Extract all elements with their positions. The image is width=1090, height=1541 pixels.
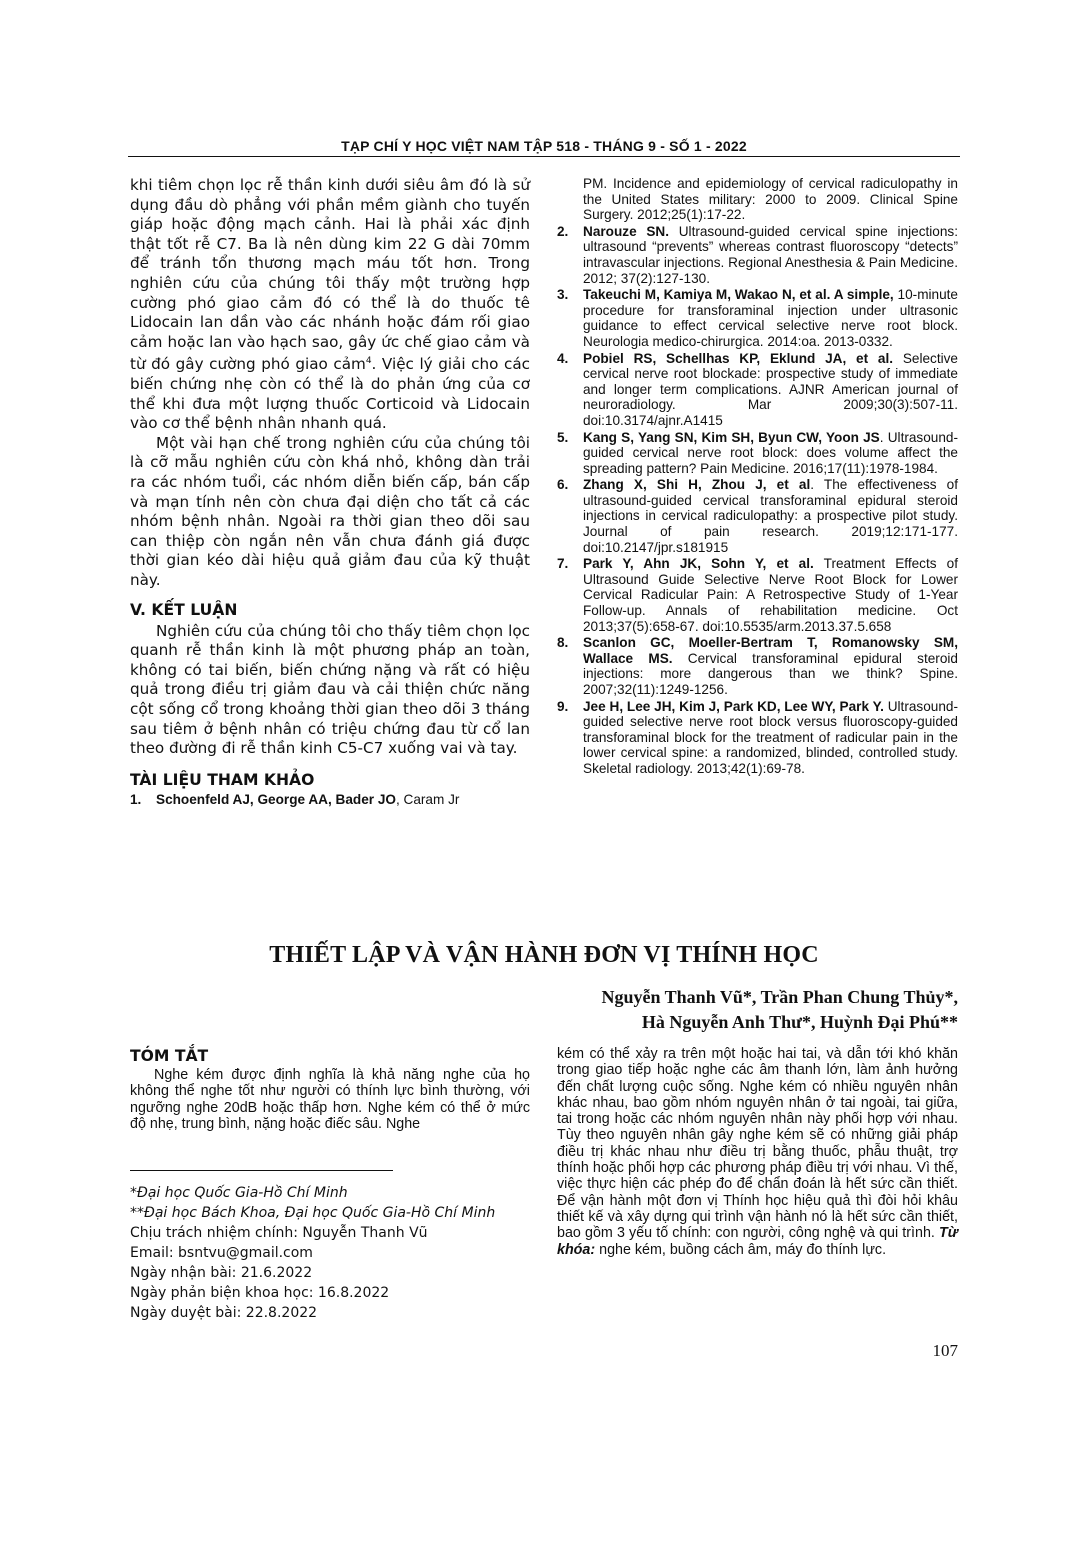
article-authors <box>258 985 958 1035</box>
reference-item <box>557 635 958 697</box>
footnote-divider <box>130 1170 393 1171</box>
keywords-label: Từ khóa: <box>557 1225 958 1258</box>
reference-authors: Jee H, Lee JH, Kim J, Park KD, Lee WY, Park Y. <box>583 698 884 714</box>
reference-number: 9. <box>557 698 569 714</box>
abstract-right <box>557 1046 958 1258</box>
right-column <box>557 176 958 778</box>
article-title: THIẾT LẬP VÀ VẬN HÀNH ĐƠN VỊ THÍNH HỌC <box>269 942 819 968</box>
reference-1-text-start: , Caram Jr <box>395 791 460 807</box>
conclusion-heading: V. KẾT LUẬN <box>130 600 238 619</box>
reference-item <box>557 477 958 555</box>
reference-text: Cervical transforaminal epidural steroid injections: more dangerous than we think? Spine. 2007;32(11):1249-1256. <box>583 650 958 697</box>
review-date: Ngày phản biện khoa học: 16.8.2022 <box>130 1285 390 1301</box>
reference-item <box>557 224 958 286</box>
responsible-author: Chịu trách nhiệm chính: Nguyễn Thanh Vũ <box>130 1225 428 1241</box>
reference-1-number: 1. <box>130 791 142 807</box>
reference-text: Treatment Effects of Ultrasound Guide Selective Nerve Root Block for Lower Cervical Radicular Pain: A Retrospective Study of 1-Year Follow-up. Annals of rehabilitation medicine. Oct 2013;37(5):658-67. doi:10.5535/arm.2013.37.5.658 <box>583 556 958 634</box>
header-divider <box>128 156 960 157</box>
accepted-date: Ngày duyệt bài: 22.8.2022 <box>130 1305 318 1321</box>
left-column <box>130 176 530 807</box>
keywords-text: nghe kém, buồng cách âm, máy đo thính lực. <box>595 1241 887 1258</box>
authors-line-2: Hà Nguyễn Anh Thư*, Huỳnh Đại Phú** <box>641 1012 958 1032</box>
reference-number: 2. <box>557 223 569 239</box>
reference-authors: Narouze SN. <box>583 223 670 239</box>
reference-text: Ultrasound-guided selective nerve root block versus fluoroscopy-guided transforaminal block for the treatment of radicular pain in the lower cervical spine: a randomized, blinded, controlled study. Skeletal radiology. 2013;42(1):69-78. <box>583 698 958 776</box>
reference-item <box>557 556 958 634</box>
reference-item <box>557 699 958 777</box>
reference-authors: Pobiel RS, Schellhas KP, Eklund JA, et al. <box>583 350 894 366</box>
reference-number: 8. <box>557 635 569 651</box>
abstract-left <box>130 1047 530 1132</box>
affiliation-1: *Đại học Quốc Gia-Hồ Chí Minh <box>130 1185 348 1201</box>
reference-text: 10-minute procedure for transforaminal injection under ultrasonic guidance to effect cervical selective nerve root block. Neurologia medico-chirurgica. 2014:oa. 2013-0332. <box>583 287 958 349</box>
reference-item <box>557 351 958 429</box>
reference-text: Ultrasound-guided cervical spine injections: ultrasound “prevents” whereas contrast fluoroscopy “detects” intravascular injections. Regional Anesthesia & Pain Medicine. 2012; 37(2):127-130. <box>583 223 958 286</box>
discussion-paragraph-1-tail: . Việc lý giải cho các biến chứng nhẹ còn có thể là do phản ứng của cơ thể khi đưa một lượng thuốc Corticoid và Lidocain vào cơ thể bệnh nhân nhanh quá. <box>130 355 531 433</box>
discussion-paragraph-1-text: khi tiêm chọn lọc rễ thần kinh dưới siêu âm đó là sử dụng đầu dò phẳng với phần mềm giành cho tuyến giáp hoặc động mạch cảnh. Hai là phải xác định thật tốt rễ C7. Ba là nên dùng kim 22 G dài 70mm để tránh tổn thương mạch máu tốt hơn. Trong nghiên cứu của chúng tôi thấy một trường hợp cường phó giao cảm đó có thể là do thuốc tê Lidocain lan dần vào các nhánh hoặc đám rối giao cảm hoặc lan vào hạch sao, gây ức chế giao cảm và từ đó gây cường phó giao cảm <box>130 176 530 374</box>
reference-1-continued: PM. Incidence and epidemiology of cervical radiculopathy in the United States military: 2000 to 2009. Clinical Spine Surgery. 2012;25(1):17-22. <box>583 176 958 223</box>
reference-text: Selective cervical nerve root blockade: prospective study of immediate and longer term complications. AJNR American journal of neuroradiology. Mar 2009;30(3):507-11. doi:10.3174/ajnr.A1415 <box>583 350 958 428</box>
reference-authors: Kang S, Yang SN, Kim SH, Byun CW, Yoon JS <box>583 429 880 445</box>
reference-number: 6. <box>557 477 569 493</box>
citation-superscript: 4 <box>365 356 372 367</box>
reference-number: 4. <box>557 350 569 366</box>
reference-list <box>557 224 958 777</box>
running-header: TẠP CHÍ Y HỌC VIỆT NAM TẬP 518 - THÁNG 9 - SỐ 1 - 2022 <box>341 138 747 154</box>
page-number: 107 <box>932 1341 958 1360</box>
conclusion-paragraph: Nghiên cứu của chúng tôi cho thấy tiêm chọn lọc quanh rễ thần kinh là một phương pháp an toàn, không có tai biến, biến chứng nặng và rất có hiệu quả trong điều trị giảm đau và cải thiện chức năng cột sống cổ trong khoảng thời gian theo dõi 3 tháng sau tiêm ở bệnh nhân có triệu chứng đau từ cổ lan theo đường đi rễ thần kinh C5-C7 xuống vai và tay. <box>130 621 530 758</box>
abstract-text-right <box>557 1046 958 1258</box>
abstract-heading: TÓM TẮT <box>130 1047 209 1065</box>
abstract-text-left: Nghe kém được định nghĩa là khả năng nghe của họ không thể nghe tốt như người có thính lực bình thường, với ngưỡng nghe 20dB hoặc thấp hơn. Nghe kém có thể ở mức độ nhẹ, trung bình, nặng hoặc điếc sâu. Nghe <box>130 1067 530 1132</box>
authors-line-1: Nguyễn Thanh Vũ*, Trần Phan Chung Thủy*, <box>601 987 958 1007</box>
reference-authors: Park Y, Ahn JK, Sohn Y, et al. <box>583 556 814 572</box>
reference-1-authors: Schoenfeld AJ, George AA, Bader JO <box>156 791 396 807</box>
reference-authors: Zhang X, Shi H, Zhou J, et al <box>583 477 811 493</box>
reference-number: 7. <box>557 556 569 572</box>
received-date: Ngày nhận bài: 21.6.2022 <box>130 1265 313 1281</box>
reference-text: . The effectiveness of ultrasound-guided cervical transforaminal epidural steroid injections in cervical radiculopathy: a prospective pilot study. Journal of pain research. 2019;12:171-177. doi:10.2147/jpr.s181915 <box>583 477 959 555</box>
reference-authors: Takeuchi M, Kamiya M, Wakao N, et al. A simple, <box>583 287 894 303</box>
reference-authors: Scanlon GC, Moeller-Bertram T, Romanowsky SM, Wallace MS. <box>583 635 958 666</box>
references-heading: TÀI LIỆU THAM KHẢO <box>130 770 315 789</box>
reference-item <box>557 430 958 477</box>
reference-item <box>557 287 958 349</box>
discussion-paragraph-2: Một vài hạn chế trong nghiên cứu của chúng tôi là cỡ mẫu nghiên cứu còn khá nhỏ, không dàn trải ra các nhóm tuổi, các nhóm diễn biến cấp, bán cấp và mạn tính nên còn chưa đại diện cho tất cả các nhóm bệnh nhân. Ngoài ra thời gian theo dõi sau can thiệp còn ngắn nên vẫn chưa đánh giá được thời gian kéo dài hiệu quả giảm đau của kỹ thuật này. <box>130 433 530 589</box>
contact-email: Email: bsntvu@gmail.com <box>130 1245 313 1261</box>
reference-number: 3. <box>557 287 569 303</box>
reference-text: . Ultrasound-guided cervical nerve root block: does volume affect the spreading pattern? Pain Medicine. 2016;17(11):1978-1984. <box>583 429 958 476</box>
affiliation-2: **Đại học Bách Khoa, Đại học Quốc Gia-Hồ Chí Minh <box>130 1205 496 1221</box>
reference-number: 5. <box>557 429 569 445</box>
footnotes <box>130 1183 550 1323</box>
reference-1-start <box>130 792 530 808</box>
abstract-text-right-body: kém có thể xảy ra trên một hoặc hai tai, và dẫn tới khó khăn trong giao tiếp hoặc nghe các âm thanh lớn, làm ảnh hưởng đến chất lượng cuộc sống. Nghe kém có nhiều nguyên nhân khác nhau, bao gồm nhóm nguyên nhân ở tai ngoài, tai giữa, tai trong hoặc các nhóm nguyên nhân này phối hợp với nhau. Tùy theo nguyên nhân gây nghe kém sẽ có những giải pháp điều trị khác nhau như điều trị bằng thuốc, phẫu thuật, trợ thính hoặc phối hợp các phương pháp điều trị với nhau. Vì thế, việc thực hiện các phép đo để chẩn đoán là hết sức cần thiết. Để vận hành một đơn vị Thính học hiệu quả thì đòi hỏi khâu thiết kế và xây dựng qui trình vận hành nó là hết sức cần thiết, bao gồm 3 yếu tố chính: con người, công nghệ và qui trình. <box>557 1046 958 1242</box>
discussion-paragraph-1 <box>130 176 530 434</box>
